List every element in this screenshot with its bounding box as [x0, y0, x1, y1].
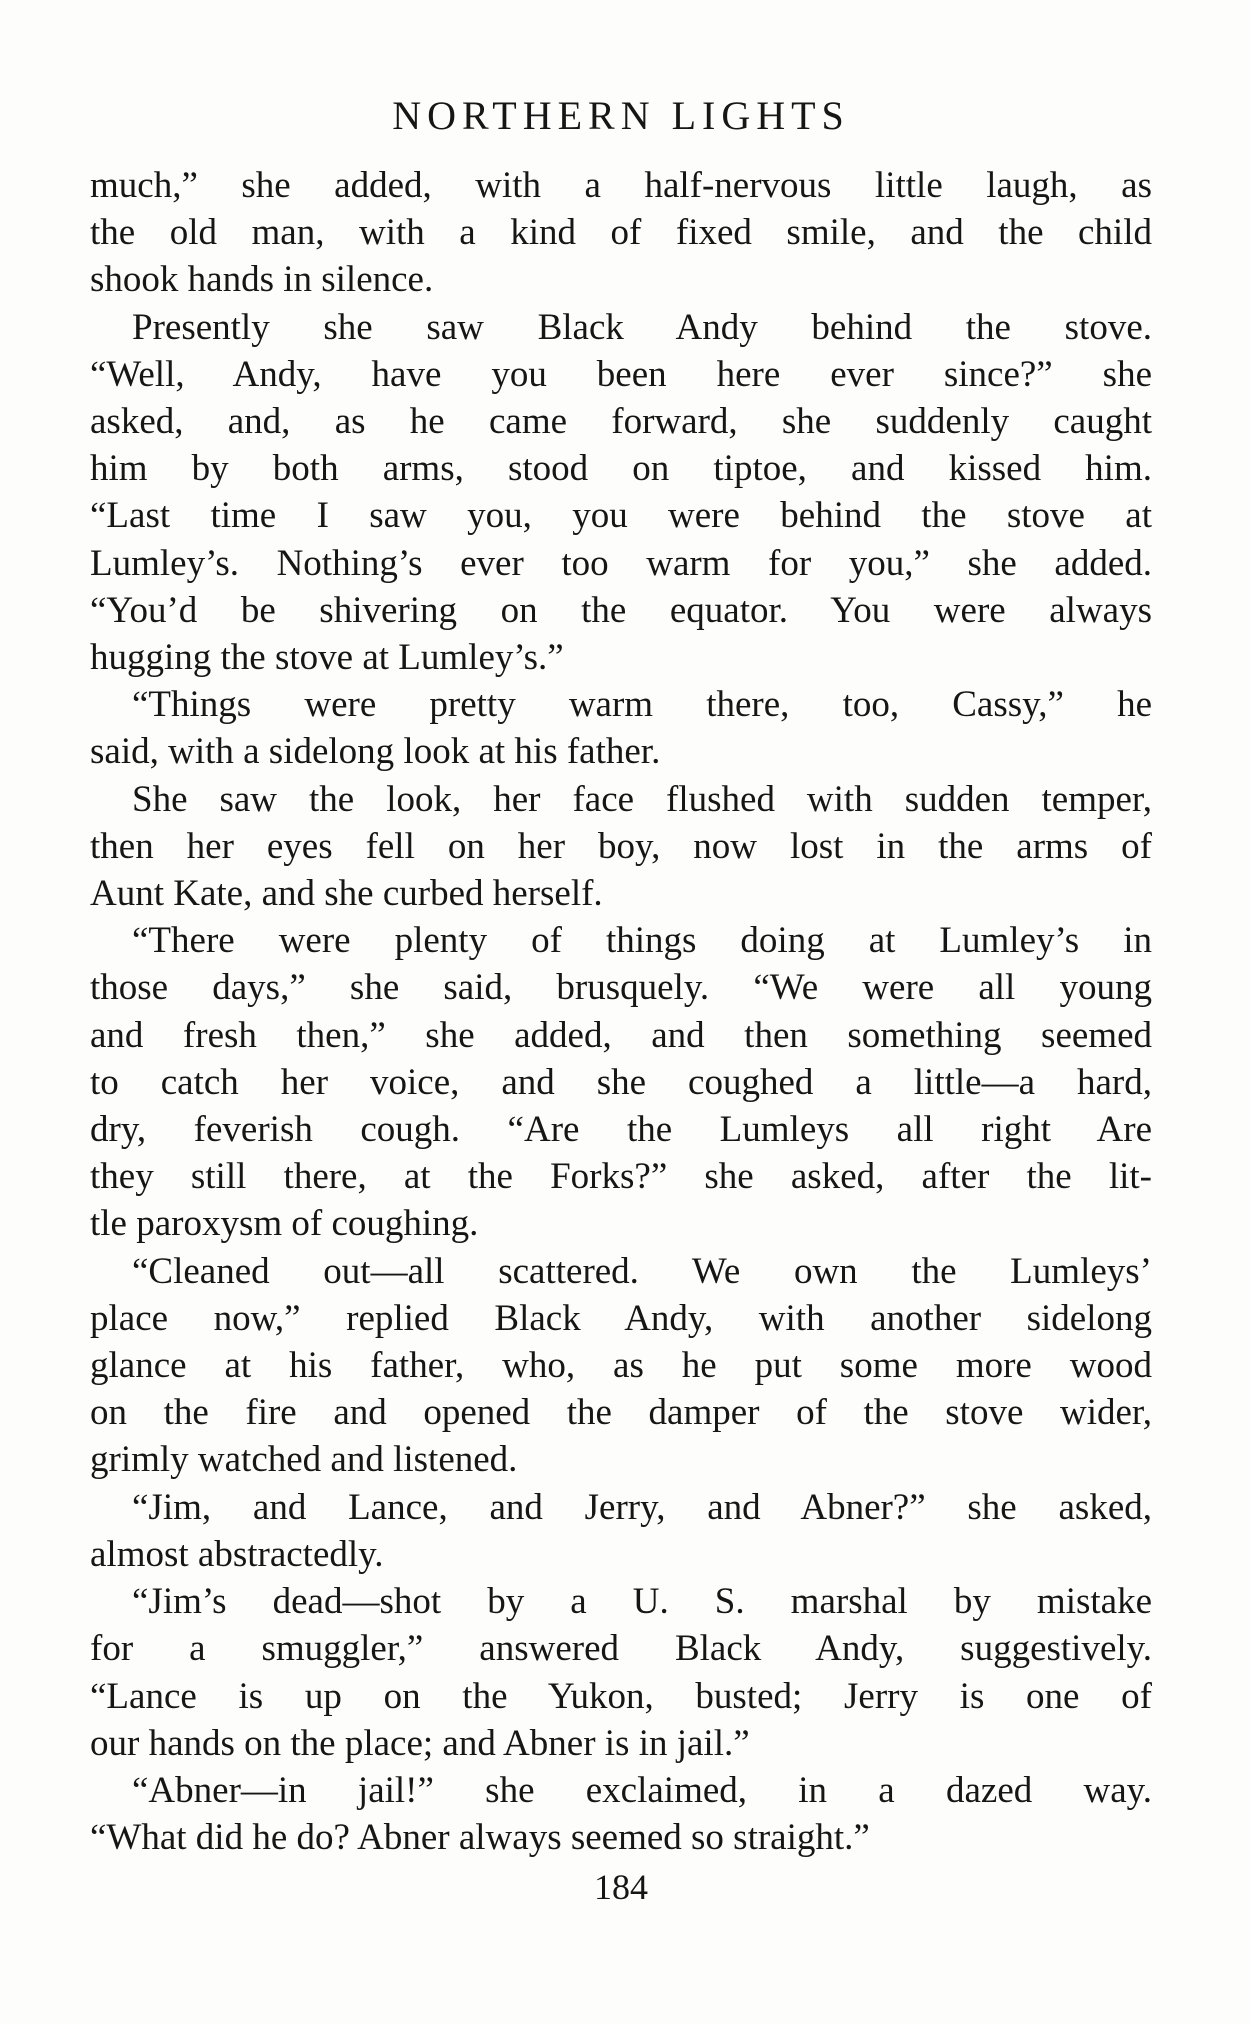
paragraph	[90, 304, 1152, 682]
paragraph	[90, 1578, 1152, 1767]
paragraph	[90, 1484, 1152, 1578]
book-page	[90, 92, 1152, 1909]
text-line: “Jim’s dead—shot by a U. S. marshal by mistake	[132, 1581, 1152, 1623]
text-line: him by both arms, stood on tiptoe, and kissed him.	[90, 448, 1152, 490]
text-line: Aunt Kate, and she curbed herself.	[90, 873, 603, 915]
paragraph	[90, 1248, 1152, 1484]
paragraph	[90, 162, 1152, 304]
text-line: on the fire and opened the damper of the stove wider,	[90, 1392, 1152, 1434]
text-line: hugging the stove at Lumley’s.”	[90, 637, 564, 679]
text-line: much,” she added, with a half-nervous little laugh, as	[90, 165, 1152, 206]
text-line: glance at his father, who, as he put some more wood	[90, 1345, 1152, 1387]
text-line: then her eyes fell on her boy, now lost in the arms of	[90, 825, 1152, 867]
text-line: shook hands in silence.	[90, 259, 434, 301]
text-line: almost abstractedly.	[90, 1533, 384, 1575]
text-line: our hands on the place; and Abner is in jail.”	[90, 1722, 750, 1764]
text-line: for a smuggler,” answered Black Andy, suggestively.	[90, 1628, 1152, 1670]
text-line: “Last time I saw you, you were behind the stove at	[90, 495, 1152, 537]
paragraph	[90, 776, 1152, 918]
body-text	[90, 162, 1152, 1861]
text-line: “What did he do? Abner always seemed so straight.”	[90, 1817, 870, 1859]
text-line: grimly watched and listened.	[90, 1439, 518, 1481]
paragraph	[90, 917, 1152, 1247]
text-line: “There were plenty of things doing at Lumley’s in	[132, 920, 1152, 962]
text-line: “Things were pretty warm there, too, Cassy,” he	[132, 684, 1152, 726]
text-line: those days,” she said, brusquely. “We were all young	[90, 967, 1152, 1009]
text-line: She saw the look, her face flushed with sudden temper,	[132, 778, 1152, 820]
text-line: Lumley’s. Nothing’s ever too warm for you,” she added.	[90, 542, 1152, 584]
text-line: tle paroxysm of coughing.	[90, 1203, 479, 1245]
text-line: “Cleaned out—all scattered. We own the Lumleys’	[132, 1250, 1152, 1292]
paragraph	[90, 1767, 1152, 1861]
paragraph	[90, 681, 1152, 775]
text-line: “Well, Andy, have you been here ever since?” she	[90, 353, 1152, 395]
text-line: “Jim, and Lance, and Jerry, and Abner?” she asked,	[132, 1486, 1152, 1528]
text-line: said, with a sidelong look at his father.	[90, 731, 661, 773]
text-line: they still there, at the Forks?” she asked, after the lit-	[90, 1156, 1152, 1198]
page-number: 184	[594, 1867, 648, 1908]
text-line: place now,” replied Black Andy, with another sidelong	[90, 1297, 1152, 1339]
text-line: “Abner—in jail!” she exclaimed, in a dazed way.	[132, 1769, 1152, 1811]
text-line: to catch her voice, and she coughed a little—a hard,	[90, 1061, 1152, 1103]
text-line: asked, and, as he came forward, she suddenly caught	[90, 401, 1152, 443]
text-line: “Lance is up on the Yukon, busted; Jerry is one of	[90, 1675, 1152, 1717]
text-line: “You’d be shivering on the equator. You were always	[90, 589, 1152, 631]
text-line: and fresh then,” she added, and then something seemed	[90, 1014, 1152, 1056]
running-title: NORTHERN LIGHTS	[392, 93, 850, 138]
text-line: Presently she saw Black Andy behind the stove.	[132, 306, 1152, 348]
text-line: dry, feverish cough. “Are the Lumleys all right Are	[90, 1109, 1152, 1151]
text-line: the old man, with a kind of fixed smile, and the child	[90, 212, 1152, 254]
